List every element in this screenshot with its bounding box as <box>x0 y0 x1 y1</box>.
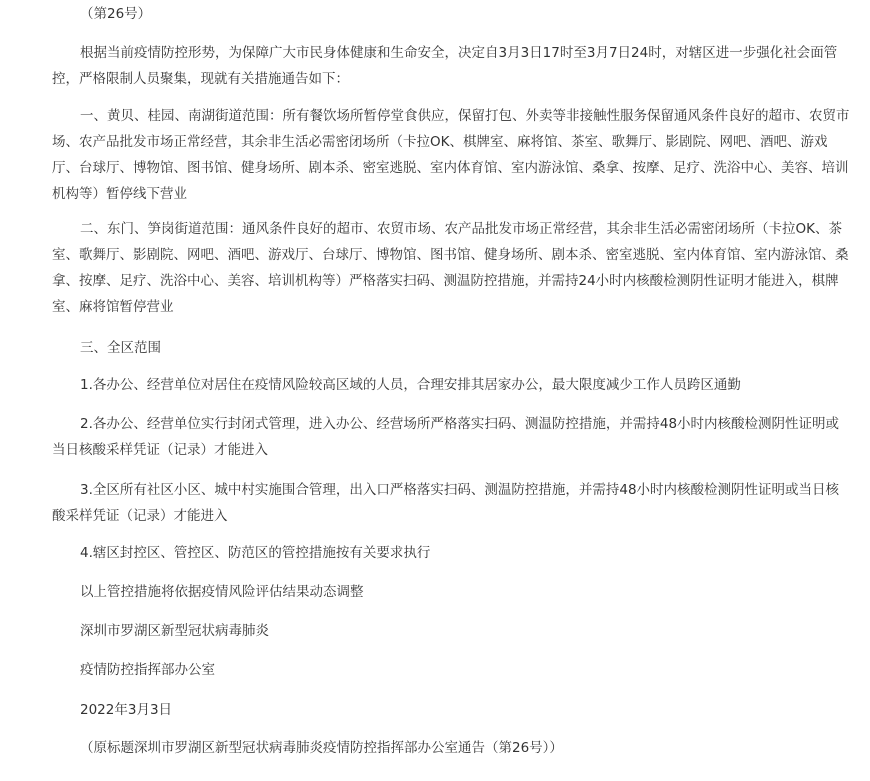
item-four-paragraph: 4.辖区封控区、管控区、防范区的管控措施按有关要求执行 <box>80 545 431 561</box>
issue-number: （第26号） <box>80 6 152 22</box>
adjustment-note: 以上管控措施将依据疫情风险评估结果动态调整 <box>80 584 364 600</box>
section-three-heading: 三、全区范围 <box>80 340 161 356</box>
section-one-paragraph: 一、黄贝、桂园、南湖街道范围：所有餐饮场所暂停堂食供应，保留打包、外卖等非接触性服务保留通风条件良好的超市、农贸市场、农产品批发市场正常经营，其余非生活必需密闭场所（卡拉OK、棋牌室、麻将馆、茶室、歌舞厅、影剧院、网吧、酒吧、游戏厅、台球厅、博物馆、图书馆、健身场所、剧本杀、密室逃脱、室内体育馆、室内游泳馆、桑拿、按摩、足疗、洗浴中心、美容、培训机构等）暂停线下营业 <box>52 108 850 202</box>
intro-paragraph: 根据当前疫情防控形势，为保障广大市民身体健康和生命安全，决定自3月3日17时至3月7日24时，对辖区进一步强化社会面管控，严格限制人员聚集，现就有关措施通告如下： <box>52 45 838 87</box>
item-two-paragraph: 2.各办公、经营单位实行封闭式管理，进入办公、经营场所严格落实扫码、测温防控措施，并需持48小时内核酸检测阴性证明或当日核酸采样凭证（记录）才能进入 <box>52 416 840 458</box>
item-one-paragraph: 1.各办公、经营单位对居住在疫情风险较高区域的人员，合理安排其居家办公，最大限度减少工作人员跨区通勤 <box>80 377 741 393</box>
source-note: （原标题深圳市罗湖区新型冠状病毒肺炎疫情防控指挥部办公室通告（第26号）） <box>80 740 563 756</box>
issuer-line-2: 疫情防控指挥部办公室 <box>80 662 215 678</box>
section-two-paragraph: 二、东门、笋岗街道范围：通风条件良好的超市、农贸市场、农产品批发市场正常经营，其余非生活必需密闭场所（卡拉OK、茶室、歌舞厅、影剧院、网吧、酒吧、游戏厅、台球厅、博物馆、图书馆、健身场所、剧本杀、密室逃脱、室内体育馆、室内游泳馆、桑拿、按摩、足疗、洗浴中心、美容、培训机构等）严格落实扫码、测温防控措施，并需持24小时内核酸检测阴性证明才能进入，棋牌室、麻将馆暂停营业 <box>52 221 849 315</box>
issue-date: 2022年3月3日 <box>80 702 173 718</box>
item-three-paragraph: 3.全区所有社区小区、城中村实施围合管理，出入口严格落实扫码、测温防控措施，并需持48小时内核酸检测阴性证明或当日核酸采样凭证（记录）才能进入 <box>52 482 840 524</box>
issuer-line-1: 深圳市罗湖区新型冠状病毒肺炎 <box>80 623 269 639</box>
